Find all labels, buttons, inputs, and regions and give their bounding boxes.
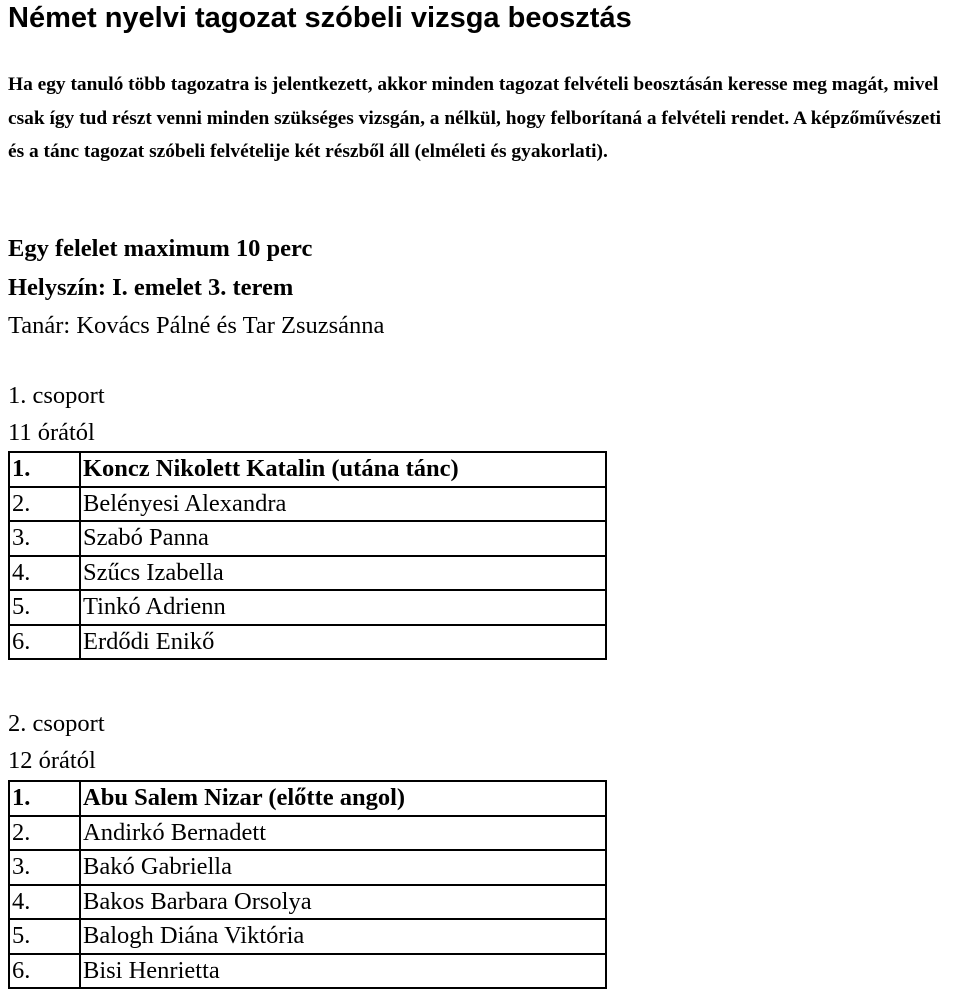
teachers-text: Tanár: Kovács Pálné és Tar Zsuzsánna — [8, 312, 385, 339]
group-1-table — [8, 451, 607, 660]
table-row — [9, 521, 606, 556]
table-row — [9, 919, 606, 954]
row-number: 6. — [9, 954, 80, 989]
table-row — [9, 625, 606, 660]
row-number: 2. — [9, 816, 80, 851]
group-2-table — [8, 780, 607, 989]
student-name: Abu Salem Nizar (előtte angol) — [80, 781, 606, 816]
student-name: Bakos Barbara Orsolya — [80, 885, 606, 920]
student-name: Andirkó Bernadett — [80, 816, 606, 851]
row-number: 6. — [9, 625, 80, 660]
table-row — [9, 850, 606, 885]
duration-text: Egy felelet maximum 10 perc — [8, 235, 313, 262]
row-number: 1. — [9, 781, 80, 816]
row-number: 5. — [9, 919, 80, 954]
exam-info — [8, 230, 384, 346]
row-number: 3. — [9, 521, 80, 556]
group-label: 2. csoport — [8, 710, 105, 737]
group-2-header — [8, 706, 105, 779]
student-name: Bakó Gabriella — [80, 850, 606, 885]
table-row — [9, 556, 606, 591]
table-row — [9, 487, 606, 522]
group-time: 12 órától — [8, 746, 96, 774]
student-name: Bisi Henrietta — [80, 954, 606, 989]
group-label: 1. csoport — [8, 382, 105, 409]
page-title: Német nyelvi tagozat szóbeli vizsga beosztás — [8, 2, 632, 34]
group-time: 11 órától — [8, 418, 95, 446]
student-name: Koncz Nikolett Katalin (utána tánc) — [80, 452, 606, 487]
student-name: Erdődi Enikő — [80, 625, 606, 660]
table-row — [9, 885, 606, 920]
row-number: 5. — [9, 590, 80, 625]
table-row — [9, 954, 606, 989]
row-number: 1. — [9, 452, 80, 487]
table-row — [9, 816, 606, 851]
intro-paragraph: Ha egy tanuló több tagozatra is jelentkezett, akkor minden tagozat felvételi beosztásán keresse meg magát, mivel csak így tud részt venni minden szükséges vizsgán, a nélkül, hogy felborítaná a felvételi rendet. A képzőművészeti és a tánc tagozat szóbeli felvételije két részből áll (elméleti és gyakorlati). — [8, 74, 942, 162]
student-name: Szabó Panna — [80, 521, 606, 556]
row-number: 4. — [9, 556, 80, 591]
student-name: Belényesi Alexandra — [80, 487, 606, 522]
table-row — [9, 452, 606, 487]
row-number: 3. — [9, 850, 80, 885]
student-name: Balogh Diána Viktória — [80, 919, 606, 954]
group-1-header — [8, 378, 105, 451]
student-name: Szűcs Izabella — [80, 556, 606, 591]
location-text: Helyszín: I. emelet 3. terem — [8, 273, 294, 301]
table-row — [9, 781, 606, 816]
row-number: 4. — [9, 885, 80, 920]
table-row — [9, 590, 606, 625]
row-number: 2. — [9, 487, 80, 522]
student-name: Tinkó Adrienn — [80, 590, 606, 625]
